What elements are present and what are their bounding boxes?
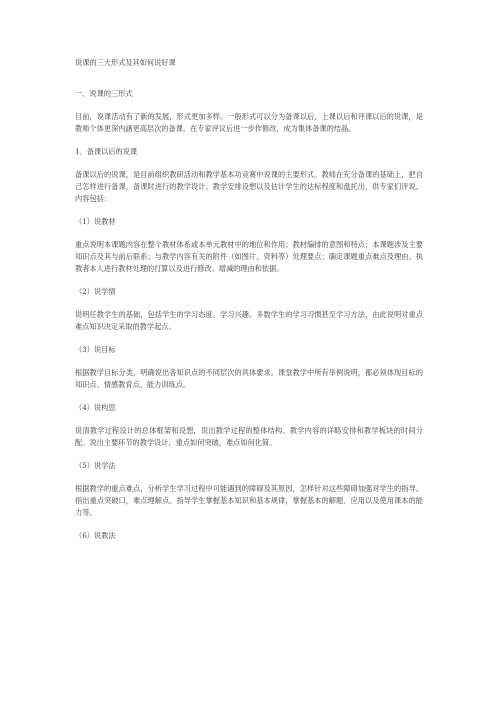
paragraph: 备课以后的说课，是目前组织教研活动和教学基本功竞赛中说课的主要形式。教师在充分备课的基础上，把自己怎样进行备课，备课时进行的教学设计、教学安排设想以及估计学生的达标程度和盘托出，供专家们评说。内容包括：: [75, 170, 423, 203]
document-title: 说课的三大形式及其如何说好课: [75, 58, 176, 67]
item-heading: （3）说目标: [75, 345, 116, 354]
item-heading: （6）说教法: [75, 531, 116, 540]
paragraph: 说清教学过程设计的总体框架和设想，说出教学过程的整体结构、教学内容的详略安排和教学板块的时间分配。说出主要环节的教学设计，重点如何突破，难点如何化简。: [75, 426, 423, 447]
subsection-heading: 1．备课以后的说课: [75, 147, 138, 156]
item-heading: （4）说构思: [75, 403, 116, 412]
item-heading: （5）说学法: [75, 461, 116, 470]
intro-paragraph: 目前，说课活动有了新的发展，形式更加多样。一般形式可以分为备课以后、上课以后和评课以后的说课，是教师个体更深内涵更高层次的备课，在专家评议后进一步作修改，成为集体备课的结晶。: [75, 112, 423, 133]
item-heading: （1）说教材: [75, 217, 116, 226]
paragraph: 根据教学目标分类，明确说出各知识点的不同层次的具体要求。课堂教学中所有举例说明，都必须体现目标的知识点、情感教育点、能力训练点。: [75, 368, 423, 389]
item-heading: （2）说学情: [75, 287, 116, 296]
paragraph: 说明任教学生的基础，包括学生的学习态度、学习兴趣、多数学生的学习习惯甚至学习方法，由此说明对重点难点知识决定采取的教学起点。: [75, 310, 423, 331]
paragraph: 根据教学的重点难点，分析学生学习过程中可能遇到的障碍及其原因，怎样针对这些障碍加强对学生的指导。指出重点突破口，难点理解点。指导学生掌握基本知识和基本规律，掌握基本的解题、应用以及使用课本的能力等。: [75, 484, 423, 517]
paragraph: 重点说明本课题内容在整个教材体系或本单元教材中的地位和作用；教材编排的意图和特点；本课题涉及主要知识点及其与前后联系；与教学内容有关的附件（如图片、资料等）处理要点；确定课题重点难点及理由。执教者本人进行教材处理的打算以及进行修改、增减的理由和依据。: [75, 240, 423, 273]
section-heading: 一、说课的三形式: [75, 89, 133, 98]
document-page: [75, 57, 423, 553]
